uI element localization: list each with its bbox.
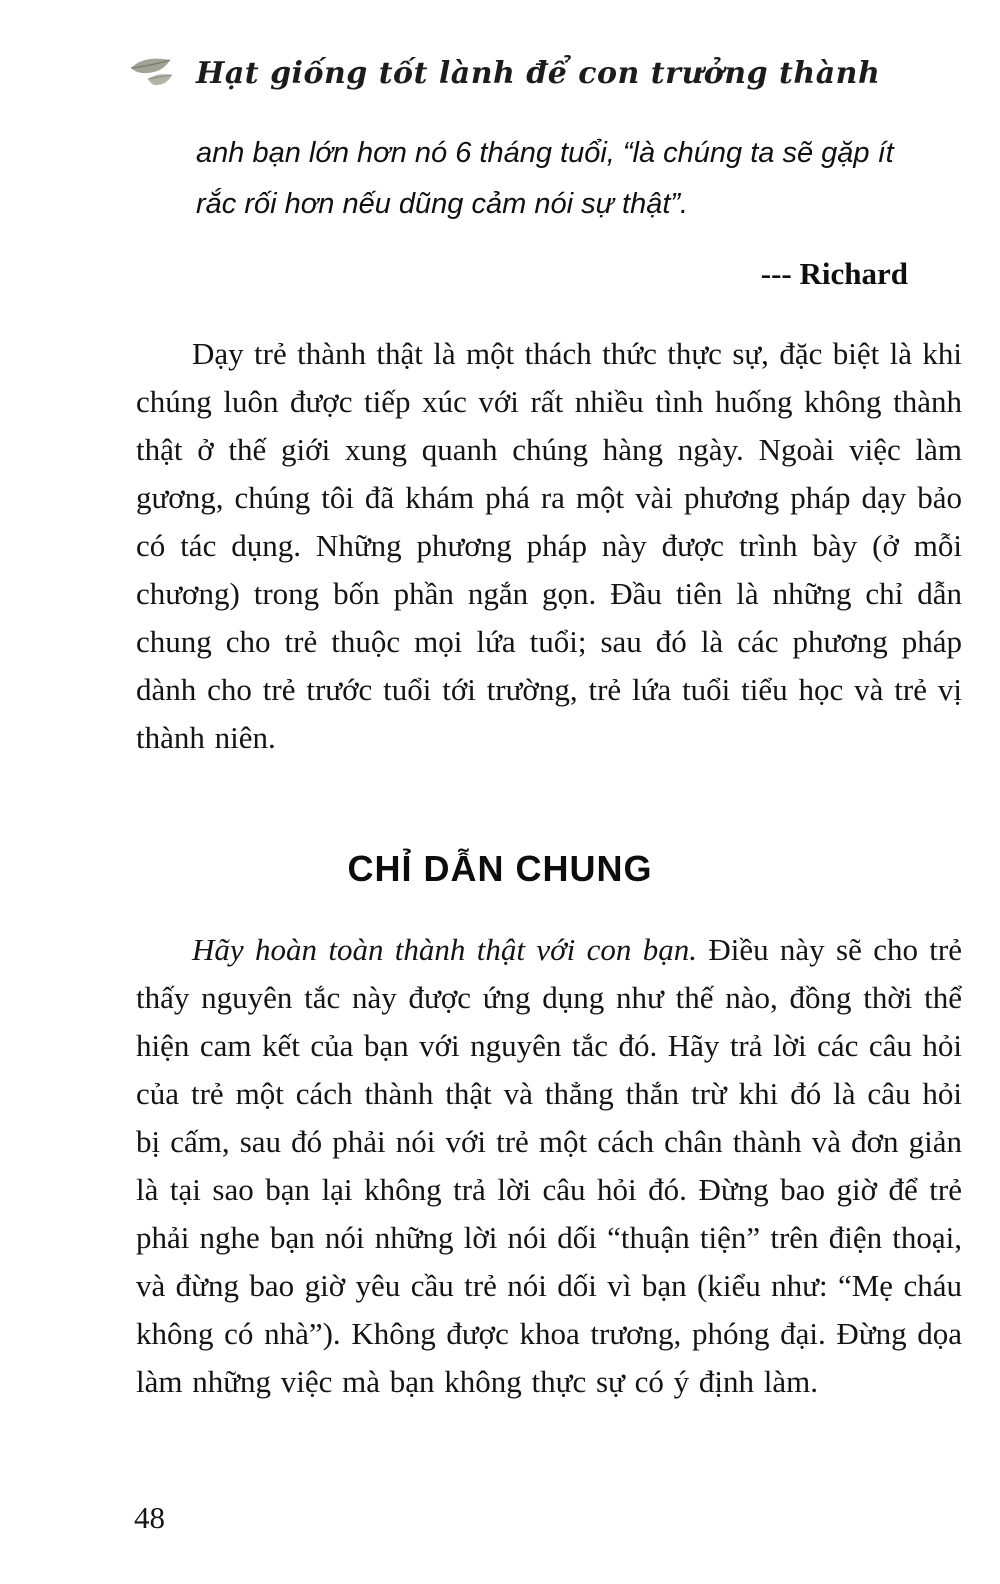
leaf-icon [128,52,182,94]
paragraph-2-lead: Hãy hoàn toàn thành thật với con bạn. [192,932,697,967]
body-paragraph-2 [136,926,962,1406]
page-number: 48 [134,1500,165,1535]
paragraph-2-rest: Điều này sẽ cho trẻ thấy nguyên tắc này được ứng dụng như thế nào, đồng thời thể hiện cam kết của bạn với nguyên tắc đó. Hãy trả lời các câu hỏi của trẻ một cách thành thật và thẳng thắn trừ khi đó là câu hỏi bị cấm, sau đó phải nói với trẻ một cách chân thành và đơn giản là tại sao bạn lại không trả lời câu hỏi đó. Đừng bao giờ để trẻ phải nghe bạn nói những lời nói dối “thuận tiện” trên điện thoại, và đừng bao giờ yêu cầu trẻ nói dối vì bạn (kiểu như: “Mẹ cháu không có nhà”). Không được khoa trương, phóng đại. Đừng dọa làm những việc mà bạn không thực sự có ý định làm. [136,932,963,1399]
quote-block [196,128,908,292]
running-header [128,52,880,94]
body-paragraph-1: Dạy trẻ thành thật là một thách thức thực sự, đặc biệt là khi chúng luôn được tiếp xúc với rất nhiều tình huống không thành thật ở thế giới xung quanh chúng hàng ngày. Ngoài việc làm gương, chúng tôi đã khám phá ra một vài phương pháp dạy bảo có tác dụng. Những phương pháp này được trình bày (ở mỗi chương) trong bốn phần ngắn gọn. Đầu tiên là những chỉ dẫn chung cho trẻ thuộc mọi lứa tuổi; sau đó là các phương pháp dành cho trẻ trước tuổi tới trường, trẻ lứa tuổi tiểu học và trẻ vị thành niên. [136,336,962,755]
quote-attribution: --- Richard [760,256,908,291]
quote-text: anh bạn lớn hơn nó 6 tháng tuổi, “là chúng ta sẽ gặp ít rắc rối hơn nếu dũng cảm nói sự thật”. [196,137,894,220]
section-heading: CHỈ DẪN CHUNG [347,848,653,889]
running-header-title: Hạt giống tốt lành để con trưởng thành [196,55,881,91]
